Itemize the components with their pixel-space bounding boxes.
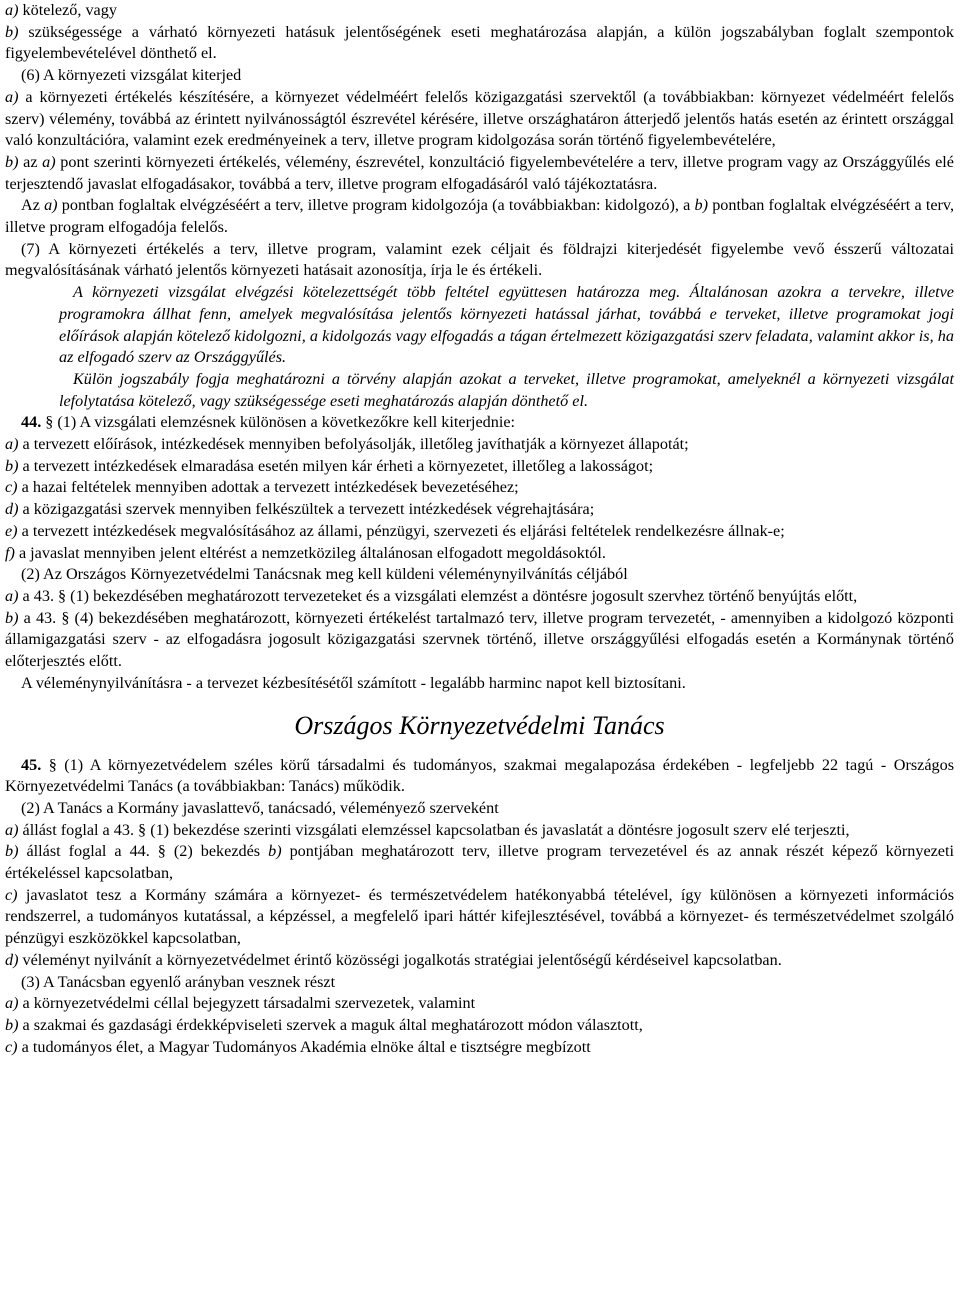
list-item [5,885,954,950]
item-text: az [18,152,43,171]
paragraph-text: (2) A Tanács a Kormány javaslattevő, tanácsadó, véleményező szerveként [21,798,499,817]
paragraph-44-3 [5,673,954,695]
item-text: szükségessége a várható környezeti hatásuk jelentőségének eseti meghatározása alapján, a külön jogszabályban foglalt szempontok figyelembevételével dönthető el. [5,22,954,63]
item-text: pont szerinti környezeti értékelés, vélemény, észrevétel, konzultáció figyelembevételére a terv, illetve program vagy az Országgyűlés elé terjesztendő javaslat elfogadásakor, továbbá a terv, illetve program elfogadásáról való tájékoztatásra. [5,152,954,193]
paragraph-text: (7) A környezeti értékelés a terv, illetve program, valamint ezek céljait és földrajzi kiterjedését figyelembe vevő ésszerű változatai megvalósításának várható jelentős környezeti hatásait azonosítja, írja le és értékeli. [5,239,954,280]
paragraph-45-3 [5,972,954,994]
paragraph-text: Az [21,196,45,215]
paragraph-text: (6) A környezeti vizsgálat kiterjed [21,66,242,85]
paragraph-text: (2) Az Országos Környezetvédelmi Tanácsnak meg kell küldeni véleménynyilvánítás céljából [21,565,628,584]
item-text: a tudományos élet, a Magyar Tudományos Akadémia elnöke által e tisztségre megbízott [17,1037,591,1056]
paragraph-7 [5,239,954,282]
item-marker: a) [5,435,19,454]
item-text: állást foglal a 43. § (1) bekezdése szerinti vizsgálati elemzéssel kapcsolatban és javaslatát a döntésre jogosult szerv elé terjeszti, [18,820,850,839]
item-a-mandatory [5,0,954,22]
item-marker: b) [5,608,19,627]
list-item [5,841,954,884]
section-45-heading [5,755,954,798]
item-text: javaslatot tesz a Kormány számára a környezet- és természetvédelem hatékonyabbá tételével, így különösen a környezeti információs rendszerrel, a tudományos kutatással, a képzéssel, a megfelelő ipari háttér kifejlesztésével, továbbá a környezet- és természetvédelmet szolgáló pénzügyi eszközökkel kapcsolatban, [5,885,954,948]
item-marker: a) [5,87,19,106]
section-number: 45. [21,755,42,774]
item-marker: a) [5,586,19,605]
item-6b [5,152,954,195]
section-number: 44. [21,413,42,432]
paragraph-text: A véleménynyilvánításra - a tervezet kézbesítésétől számított - legalább harminc napot kell biztosítani. [21,673,686,692]
item-text: a szakmai és gazdasági érdekképviseleti szervek a maguk által meghatározott módon választott, [18,1015,643,1034]
item-marker: a) [5,994,19,1013]
item-text: a 43. § (1) bekezdésében meghatározott tervezeteket és a vizsgálati elemzést a döntésre jogosult szervhez történő benyújtás előtt, [18,586,858,605]
item-text: a tervezett intézkedések megvalósításához az állami, pénzügyi, szervezeti és eljárási feltételek rendelkezésre állnak-e; [17,521,785,540]
list-item [5,543,954,565]
item-text: a 43. § (4) bekezdésében meghatározott, környezeti értékelést tartalmazó terv, illetve program tervezetét, - amennyiben a kidolgozó központi államigazgatási szerv - az elfogadásra jogosult közigazgatási szervnek történő, illetve országgyűlési elfogadás esetén a Kormánynak történő előterjesztés előtt. [5,608,954,671]
item-text: állást foglal a 44. § (2) bekezdés [18,842,269,861]
paragraph-45-2 [5,798,954,820]
item-text: a tervezett előírások, intézkedések mennyiben befolyásolják, illetőleg javíthatják a környezet állapotát; [18,435,689,454]
list-item [5,586,954,608]
item-marker: b) [5,1015,19,1034]
section-title: Országos Környezetvédelmi Tanács [294,710,665,740]
commentary-1 [5,282,954,369]
list-item [5,521,954,543]
item-marker: c) [5,478,18,497]
item-marker: f) [5,543,15,562]
section-text: § (1) A vizsgálati elemzésnek különösen a következőkre kell kiterjednie: [41,413,516,432]
commentary-text: A környezeti vizsgálat elvégzési kötelezettségét több feltétel együttesen határozza meg. Általánosan azokra a tervekre, illetve programokra állhat fenn, amelyek megvalósítása jelentős környezeti hatással járhat, továbbá e terveket, illetve programokat jogi előírások alapján kötelező kidolgozni, a kidolgozás vagy elfogadás a tágan értelmezett közigazgatási szerv feladata, valamint akkor is, ha az elfogadó szerv az Országgyűlés. [59,283,954,367]
item-text: a közigazgatási szervek mennyiben felkészültek a tervezett intézkedések végrehajtására; [18,500,595,519]
commentary-text: Külön jogszabály fogja meghatározni a törvény alapján azokat a terveket, illetve programokat, amelyeknél a környezeti vizsgálat lefolytatása kötelező, vagy szükségessége eseti meghatározás alapján dönthető el. [59,369,954,410]
item-marker: e) [5,521,18,540]
item-text: a javaslat mennyiben jelent eltérést a nemzetközileg általánosan elfogadott megoldásoktól. [14,543,606,562]
list-item [5,434,954,456]
item-marker: b) [5,22,19,41]
list-item [5,499,954,521]
list-item [5,456,954,478]
item-reference: b) [268,842,282,861]
item-marker: b) [5,842,19,861]
paragraph-text: pontban foglaltak elvégzéséért a terv, illetve program elfogadója felelős. [5,196,955,237]
section-44-heading [5,412,954,434]
paragraph-6 [5,65,954,87]
item-text: a környezeti értékelés készítésére, a környezet védelméért felelős közigazgatási szervektől (a továbbiakban: környezet védelméért felelős szerv) vélemény, továbbá az érintett nyilvánosságtól észrevétel kérésére, illetve országhatáron átterjedő jelentős hatás esetén az érintett országgal való konzultációra, valamint ezek eredményeinek a terv, illetve program kidolgozása során történő figyelembevételére, [5,87,954,150]
list-item [5,477,954,499]
list-item [5,1015,954,1037]
item-reference: a) [44,196,58,215]
item-marker: a) [5,1,19,19]
section-text: § (1) A környezetvédelem széles körű társadalmi és tudományos, szakmai megalapozása érdekében - legfeljebb 22 tagú - Országos Környezetvédelmi Tanács (a továbbiakban: Tanács) működik. [5,755,954,796]
item-marker: c) [5,885,18,904]
item-marker: b) [5,152,19,171]
commentary-2 [5,369,954,412]
paragraph-responsibility [5,195,954,238]
item-text: véleményt nyilvánít a környezetvédelmet érintő közösségi jogalkotás stratégiai jelentőségű kérdéseivel kapcsolatban. [18,950,782,969]
paragraph-44-2 [5,564,954,586]
item-marker: d) [5,950,19,969]
item-reference: b) [694,196,708,215]
item-marker: a) [5,820,19,839]
item-text: a környezetvédelmi céllal bejegyzett társadalmi szervezetek, valamint [18,994,476,1013]
item-text: kötelező, vagy [18,1,117,19]
item-marker: b) [5,456,19,475]
list-item [5,608,954,673]
item-marker: d) [5,500,19,519]
list-item [5,950,954,972]
item-6a [5,87,954,152]
paragraph-text: pontban foglaltak elvégzéséért a terv, illetve program kidolgozója (a továbbiakban: kidolgozó), a [57,196,695,215]
item-reference: a) [42,152,56,171]
item-text: pontjában meghatározott terv, illetve program tervezetével és az annak részét képező környezeti értékeléssel kapcsolatban, [5,842,954,883]
item-marker: c) [5,1037,18,1056]
list-item [5,820,954,842]
item-text: a hazai feltételek mennyiben adottak a tervezett intézkedések bevezetéséhez; [17,478,519,497]
list-item [5,993,954,1015]
item-text: a tervezett intézkedések elmaradása esetén milyen kár érheti a környezetet, illetőleg a lakosságot; [18,456,654,475]
item-b-necessity [5,22,954,65]
paragraph-text: (3) A Tanácsban egyenlő arányban vesznek részt [21,972,336,991]
list-item [5,1037,954,1059]
